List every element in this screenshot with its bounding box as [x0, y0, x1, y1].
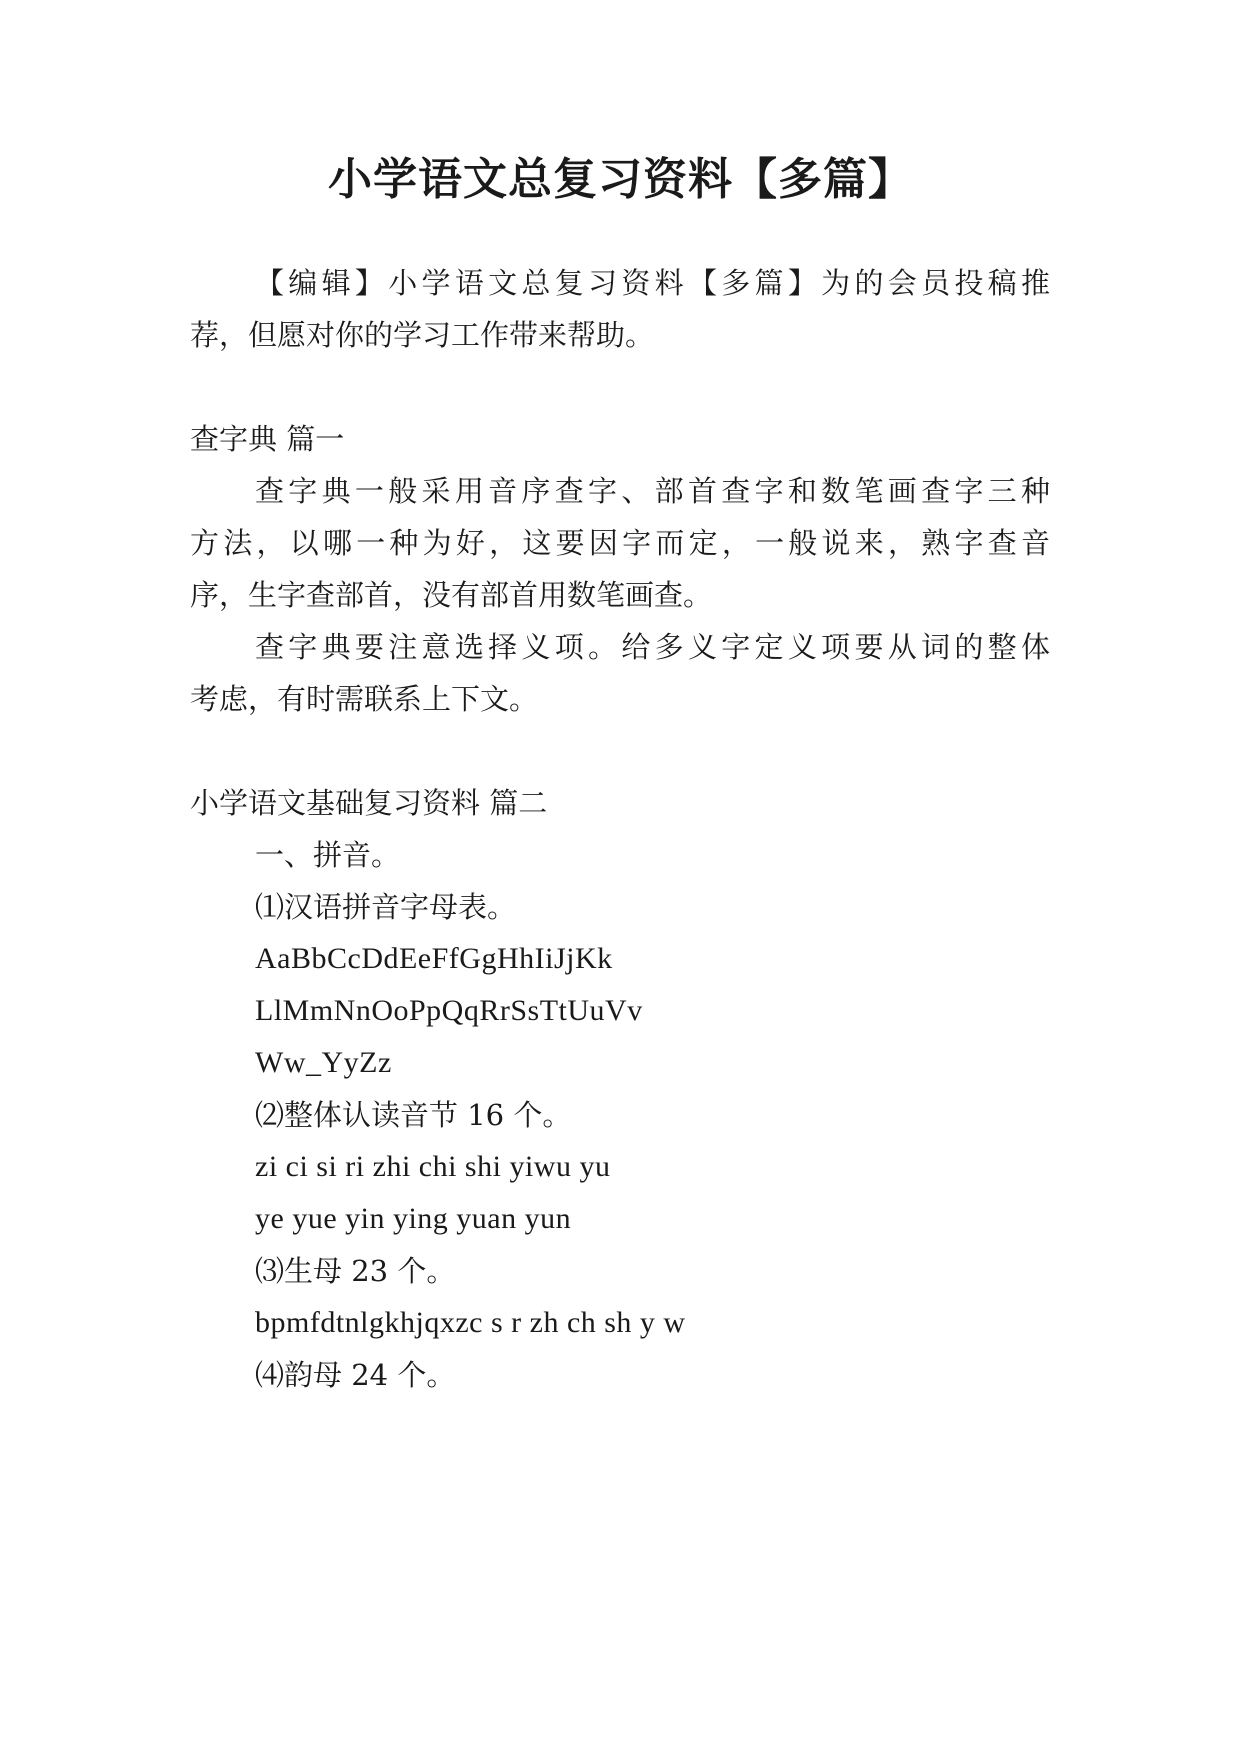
section-2-line: ⑶生母 23 个。: [255, 1254, 456, 1288]
section-2-line: ye yue yin ying yuan yun: [255, 1202, 572, 1235]
section-2-line: ⑷韵母 24 个。: [255, 1358, 456, 1392]
section-1-para-1-line-3: 序，生字查部首，没有部首用数笔画查。: [190, 578, 713, 612]
section-1-heading: 查字典 篇一: [190, 422, 345, 456]
intro-line-1: 【编辑】小学语文总复习资料【多篇】为的会员投稿推: [255, 266, 1050, 300]
section-1-para-2-line-2: 考虑，有时需联系上下文。: [190, 682, 539, 716]
section-2-heading: 小学语文基础复习资料 篇二: [190, 786, 548, 820]
section-2-line: ⑵整体认读音节 16 个。: [255, 1098, 572, 1132]
section-2-line: ⑴汉语拼音字母表。: [255, 890, 517, 924]
intro-line-2: 荐，但愿对你的学习工作带来帮助。: [190, 318, 655, 352]
section-2-line: zi ci si ri zhi chi shi yiwu yu: [255, 1150, 611, 1183]
section-2-line: 一、拼音。: [255, 838, 401, 872]
section-2-line: Ww_YyZz: [255, 1046, 392, 1079]
section-1-para-2-line-1: 查字典要注意选择义项。给多义字定义项要从词的整体: [255, 630, 1050, 664]
section-2-line: AaBbCcDdEeFfGgHhIiJjKk: [255, 942, 613, 975]
section-2-line: LlMmNnOoPpQqRrSsTtUuVv: [255, 994, 643, 1027]
document-title: 小学语文总复习资料【多篇】: [328, 154, 913, 205]
section-1-para-1-line-1: 查字典一般采用音序查字、部首查字和数笔画查字三种: [255, 474, 1050, 508]
section-1-para-1-line-2: 方法，以哪一种为好，这要因字而定，一般说来，熟字查音: [190, 526, 1050, 560]
section-2-line: bpmfdtnlgkhjqxzc s r zh ch sh y w: [255, 1306, 686, 1339]
